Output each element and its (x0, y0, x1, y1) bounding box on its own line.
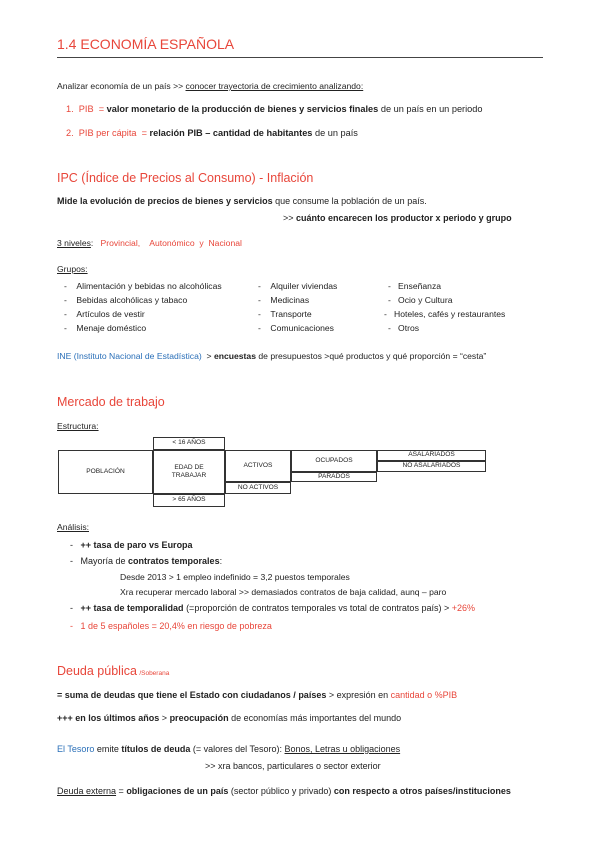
grupos-label: Grupos: (57, 264, 88, 274)
parados-box: PARADOS (291, 472, 377, 482)
deuda-economias: de economías más importantes del mundo (228, 713, 402, 723)
pibpc-term: PIB per cápita (78, 128, 137, 138)
deuda-line-4: >> xra bancos, particulares o sector exterior (205, 761, 381, 771)
niveles-line (57, 238, 242, 248)
bullet: - (70, 603, 73, 613)
grupo-label: Medicinas (270, 295, 310, 305)
grupo-item: - Comunicaciones (258, 323, 334, 333)
ine-encuestas: encuestas (213, 351, 256, 361)
nivel-y: y (199, 238, 204, 248)
ipc-def (57, 196, 427, 206)
ipc-arrow: >> (283, 213, 294, 223)
el-tesoro: El Tesoro (57, 744, 95, 754)
grupo-item: - Otros (388, 323, 420, 333)
pibpc-eq: = (141, 128, 147, 138)
no-activos-box: NO ACTIVOS (225, 482, 291, 494)
nivel-nacional: Nacional (208, 238, 242, 248)
mas65-box: > 65 AÑOS (153, 494, 225, 507)
pibpc-rest: de un país (312, 128, 358, 138)
analisis-item (70, 556, 222, 566)
ipc-def-rest: que consume la población de un país. (272, 196, 427, 206)
ine-line (57, 351, 486, 361)
grupo-label: Enseñanza (398, 281, 442, 291)
grupo-item: - Hoteles, cafés y restaurantes (384, 309, 506, 319)
asalariados-box: ASALARIADOS (377, 450, 486, 461)
pib-percapita-item (66, 128, 358, 138)
deuda-externa: Deuda externa (57, 786, 117, 796)
pib-item (66, 104, 483, 114)
niveles-label: 3 niveles (57, 238, 91, 248)
deuda-line-3 (57, 744, 400, 754)
grupo-item: - Ocio y Cultura (388, 295, 453, 305)
bullet: - (70, 556, 73, 566)
grupo-label: Bebidas alcohólicas y tabaco (76, 295, 188, 305)
page-title: 1.4 ECONOMÍA ESPAÑOLA (57, 36, 235, 52)
pib-term: PIB (78, 104, 94, 114)
estructura-label: Estructura: (57, 421, 99, 431)
mayoria-text: Mayoría de (80, 556, 129, 566)
deuda-ultimos: +++ en los últimos años (57, 713, 160, 723)
intro-link: conocer trayectoria de crecimiento analizando: (185, 81, 364, 91)
deuda-line-5 (57, 786, 511, 796)
grupo-label: Menaje doméstico (76, 323, 147, 333)
ipc-arrow-bold: cuánto encarecen los productor x periodo y grupo (296, 213, 512, 223)
menos16-box: < 16 AÑOS (153, 437, 225, 450)
deuda-mid: > expresión en (326, 690, 391, 700)
grupo-label: Hoteles, cafés y restaurantes (394, 309, 506, 319)
temporalidad-rest: (=proporción de contratos temporales vs total de contratos país) > (183, 603, 452, 613)
grupo-item: - Alimentación y bebidas no alcohólicas (64, 281, 222, 291)
pib-num: 1. (66, 104, 74, 114)
pibpc-def: relación PIB – cantidad de habitantes (149, 128, 313, 138)
deuda-preocupacion: preocupación (169, 713, 229, 723)
paro-europa: ++ tasa de paro vs Europa (80, 540, 193, 550)
analisis-label: Análisis: (57, 522, 89, 532)
poblacion-box: POBLACIÓN (58, 450, 153, 494)
pib-eq: = (98, 104, 105, 114)
grupo-item: - Artículos de vestir (64, 309, 145, 319)
activos-box: ACTIVOS (225, 450, 291, 482)
tasa-temporalidad: ++ tasa de temporalidad (80, 603, 184, 613)
pib-rest: de un país en un periodo (378, 104, 483, 114)
no-asalariados-box: NO ASALARIADOS (377, 461, 486, 472)
analisis-item (70, 621, 272, 631)
grupo-label: Otros (398, 323, 420, 333)
bonos-letras: Bonos, Letras u obligaciones (284, 744, 401, 754)
pib-def: valor monetario de la producción de bienes y servicios finales (106, 104, 379, 114)
deuda-line-1 (57, 690, 457, 700)
contratos-colon: : (219, 556, 223, 566)
obligaciones-pais: obligaciones de un país (126, 786, 229, 796)
desde-2013: Desde 2013 > 1 empleo indefinido = 3,2 puestos temporales (120, 572, 350, 582)
valores-tesoro: (= valores del Tesoro): (190, 744, 285, 754)
temporalidad-pct: +26% (451, 603, 475, 613)
grupo-item: - Bebidas alcohólicas y tabaco (64, 295, 188, 305)
ipc-def-bold: Mide la evolución de precios de bienes y servicios (57, 196, 273, 206)
grupo-label: Comunicaciones (270, 323, 334, 333)
title-divider (57, 57, 543, 58)
grupo-item: - Enseñanza (388, 281, 442, 291)
grupo-item: - Medicinas (258, 295, 310, 305)
grupo-label: Transporte (270, 309, 312, 319)
bullet: - (70, 540, 73, 550)
titulos-deuda: títulos de deuda (121, 744, 191, 754)
deuda-def: = suma de deudas que tiene el Estado con ciudadanos / países (57, 690, 327, 700)
deuda-gt: > (159, 713, 170, 723)
grupo-label: Alimentación y bebidas no alcohólicas (76, 281, 222, 291)
deuda-pib: cantidad o %PIB (390, 690, 458, 700)
ipc-heading: IPC (Índice de Precios al Consumo) - Inflación (57, 171, 314, 185)
nivel-provincial: Provincial, (100, 238, 141, 248)
niveles-colon: : (90, 238, 94, 248)
intro-line (57, 81, 363, 91)
grupo-label: Alquiler viviendas (270, 281, 338, 291)
deuda-heading-small: /Soberana (139, 670, 170, 677)
grupo-label: Ocio y Cultura (398, 295, 453, 305)
deuda-heading: Deuda pública (57, 664, 137, 678)
trabajo-heading: Mercado de trabajo (57, 395, 165, 409)
grupo-item: - Menaje doméstico (64, 323, 147, 333)
deuda-heading-line (57, 664, 169, 678)
deuda-line-2 (57, 713, 401, 723)
ocupados-box: OCUPADOS (291, 450, 377, 472)
analisis-item (70, 603, 475, 613)
analisis-item (70, 540, 193, 550)
ipc-arrow-line (283, 213, 512, 223)
ine-rest: de presupuestos >qué productos y qué proporción = “cesta” (255, 351, 487, 361)
ine-gt: > (206, 351, 212, 361)
intro-lead: Analizar economía de un país >> (57, 81, 184, 91)
grupo-item: - Transporte (258, 309, 312, 319)
grupo-label: Artículos de vestir (76, 309, 145, 319)
ine-name: INE (Instituto Nacional de Estadística) (57, 351, 202, 361)
deuda-externa-eq: = (116, 786, 127, 796)
nivel-autonomico: Autonómico (149, 238, 195, 248)
edad-trabajar-box: EDAD DE TRABAJAR (153, 450, 225, 494)
recuperar-mercado: Xra recuperar mercado laboral >> demasiados contratos de baja calidad, aunq – paro (120, 587, 447, 597)
respecto-otros-paises: con respecto a otros países/instituciones (333, 786, 511, 796)
contratos-temporales: contratos temporales (128, 556, 220, 566)
grupo-item: - Alquiler viviendas (258, 281, 338, 291)
bullet: - (70, 621, 73, 631)
emite: emite (94, 744, 122, 754)
riesgo-pobreza: 1 de 5 españoles = 20,4% en riesgo de pobreza (80, 621, 272, 631)
pibpc-num: 2. (66, 128, 74, 138)
sector-publico-privado: (sector público y privado) (228, 786, 334, 796)
